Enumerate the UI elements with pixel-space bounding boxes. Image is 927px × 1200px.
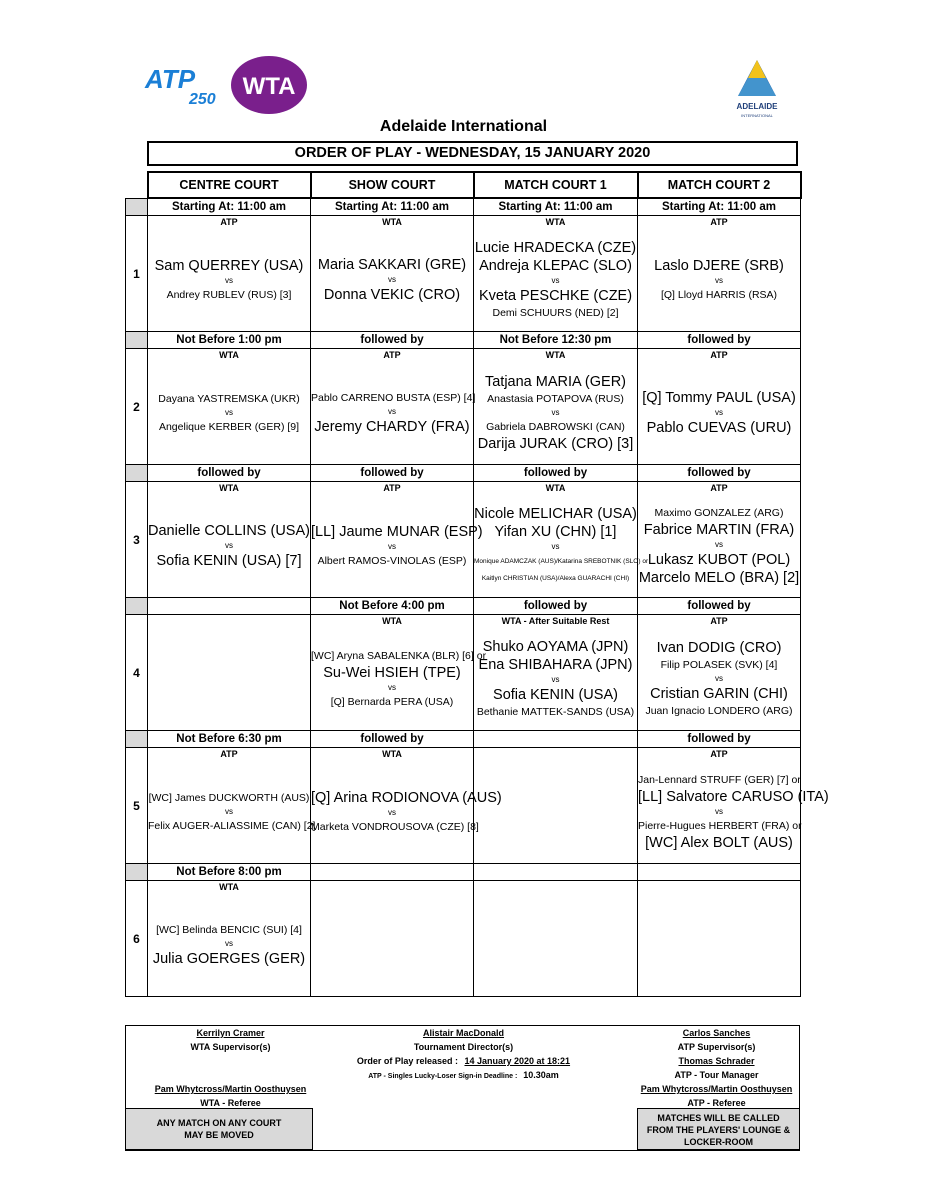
start-time: followed by <box>638 332 801 349</box>
start-time <box>638 864 801 881</box>
tour-label: ATP <box>710 350 728 360</box>
row-shade <box>126 731 148 748</box>
match-cell <box>148 748 316 864</box>
versus-label: vs <box>225 540 233 550</box>
player-name: Sofia KENIN (USA) <box>493 686 618 703</box>
tour-label: ATP <box>710 483 728 493</box>
time-row <box>126 332 801 349</box>
match-cell <box>311 748 502 864</box>
match-cell <box>474 748 638 864</box>
player-name: Pierre-Hugues HERBERT (FRA) or <box>638 819 802 832</box>
match-cell <box>638 216 801 332</box>
player-name: [WC] Alex BOLT (AUS) <box>645 834 793 851</box>
tour-label: ATP <box>710 616 728 626</box>
match-cell <box>311 482 483 598</box>
versus-label: vs <box>225 938 233 948</box>
wta-logo-text: WTA <box>242 73 296 100</box>
start-time <box>474 731 638 748</box>
player-name: Nicole MELICHAR (USA) <box>474 505 637 522</box>
player-name: [WC] Aryna SABALENKA (BLR) [6] or <box>311 649 487 662</box>
versus-label: vs <box>715 407 723 417</box>
tournament-director-role: Tournament Director(s) <box>413 1042 514 1052</box>
start-time <box>474 864 638 881</box>
row-shade <box>126 465 148 482</box>
match-cell <box>474 615 638 731</box>
player-name: Julia GOERGES (GER) <box>152 950 306 967</box>
player-name: Demi SCHUURS (NED) [2] <box>492 306 619 319</box>
tour-label <box>311 881 473 893</box>
atp-supervisor-role: ATP Supervisor(s) <box>677 1042 756 1052</box>
match-cell <box>638 482 801 598</box>
time-row <box>126 731 801 748</box>
time-row <box>126 864 801 881</box>
player-name: Felix AUGER-ALIASSIME (CAN) [2] <box>148 819 316 832</box>
player-name: Danielle COLLINS (USA) <box>148 522 310 539</box>
tour-label: WTA <box>219 882 239 892</box>
player-name: Cristian GARIN (CHI) <box>650 685 788 702</box>
versus-label: vs <box>388 541 396 551</box>
player-name: Laslo DJERE (SRB) <box>654 257 784 274</box>
start-time: followed by <box>638 731 801 748</box>
wta-supervisor-role: WTA Supervisor(s) <box>190 1042 271 1052</box>
player-name: Monique ADAMCZAK (AUS)/Katarina SREBOTNIK (SLO) or <box>474 557 649 565</box>
row-shade <box>126 864 148 881</box>
versus-label: vs <box>715 539 723 549</box>
match-cell <box>638 349 801 465</box>
start-time: Starting At: 11:00 am <box>311 198 474 216</box>
versus-label: vs <box>388 807 396 817</box>
versus-label: vs <box>551 407 560 417</box>
court-header: MATCH COURT 2 <box>638 172 801 198</box>
atp-referee-name: Pam Whytcross/Martin Oosthuysen <box>640 1084 793 1094</box>
player-name: Donna VEKIC (CRO) <box>323 286 461 303</box>
tour-label: ATP <box>220 217 238 227</box>
tournament-officials <box>311 1026 616 1082</box>
released-value: 14 January 2020 at 18:21 <box>464 1056 571 1066</box>
start-time: Not Before 6:30 pm <box>148 731 311 748</box>
tour-label <box>148 615 310 627</box>
tour-label: ATP <box>383 350 401 360</box>
atp-logo-text: ATP <box>145 64 196 94</box>
order-of-play-heading: ORDER OF PLAY - WEDNESDAY, 15 JANUARY 2020 <box>147 141 798 166</box>
player-name: Sofia KENIN (USA) [7] <box>156 552 302 569</box>
player-name: Darija JURAK (CRO) [3] <box>477 435 634 452</box>
tour-label <box>474 881 637 893</box>
match-cell <box>311 216 474 332</box>
player-name: Marcelo MELO (BRA) [2] <box>638 569 800 586</box>
match-row <box>126 482 801 598</box>
player-name: [Q] Arina RODIONOVA (AUS) <box>311 789 502 806</box>
time-row <box>126 465 801 482</box>
match-row <box>126 881 801 997</box>
row-shade <box>126 332 148 349</box>
start-time: Starting At: 11:00 am <box>148 198 311 216</box>
tour-label: WTA <box>545 350 566 360</box>
match-cell <box>474 216 638 332</box>
wta-logo <box>229 55 309 115</box>
player-name: [WC] Belinda BENCIC (SUI) [4] <box>156 923 302 936</box>
atp-supervisor-name: Carlos Sanches <box>682 1028 751 1038</box>
player-name: Pablo CARRENO BUSTA (ESP) [4] <box>311 391 476 404</box>
player-name: Albert RAMOS-VINOLAS (ESP) <box>317 554 467 567</box>
start-time: followed by <box>474 598 638 615</box>
tour-label: ATP <box>220 749 238 759</box>
versus-label: vs <box>225 275 233 285</box>
tour-label: WTA <box>382 217 402 227</box>
tour-label: ATP <box>710 217 728 227</box>
player-name: Gabriela DABROWSKI (CAN) <box>486 420 625 433</box>
start-time: Not Before 1:00 pm <box>148 332 311 349</box>
versus-label: vs <box>225 806 233 816</box>
versus-label: vs <box>551 541 560 551</box>
player-name: Shuko AOYAMA (JPN) <box>482 638 629 655</box>
tour-label: ATP <box>383 483 401 493</box>
match-cell <box>311 349 474 465</box>
adelaide-international-logo <box>730 58 784 120</box>
versus-label: vs <box>551 674 560 684</box>
match-cell <box>148 349 311 465</box>
start-time: followed by <box>474 465 638 482</box>
player-name: Marketa VONDROUSOVA (CZE) [8] <box>311 820 479 833</box>
match-number: 4 <box>126 615 148 731</box>
wta-referee-name: Pam Whytcross/Martin Oosthuysen <box>154 1084 307 1094</box>
player-name: Angelique KERBER (GER) [9] <box>158 420 300 433</box>
tour-label <box>474 748 637 760</box>
player-name: Kveta PESCHKE (CZE) <box>478 287 633 304</box>
time-row <box>126 198 801 216</box>
atp-manager-role: ATP - Tour Manager <box>674 1070 759 1080</box>
atp-referee-role: ATP - Referee <box>687 1098 746 1108</box>
match-cell <box>311 881 474 997</box>
versus-label: vs <box>388 406 396 416</box>
tour-label: WTA <box>382 616 402 626</box>
start-time: followed by <box>311 332 474 349</box>
player-name: Ivan DODIG (CRO) <box>656 639 782 656</box>
tournament-director-name: Alistair MacDonald <box>422 1028 505 1038</box>
player-name: [LL] Salvatore CARUSO (ITA) <box>638 788 829 805</box>
court-header: SHOW COURT <box>311 172 474 198</box>
start-time: followed by <box>638 598 801 615</box>
notice-line: LOCKER-ROOM <box>684 1137 753 1147</box>
atp-manager-name: Thomas Schrader <box>678 1056 755 1066</box>
player-name: Andreja KLEPAC (SLO) <box>479 257 632 274</box>
player-name: Juan Ignacio LONDERO (ARG) <box>645 704 793 717</box>
player-name: Jeremy CHARDY (FRA) <box>314 418 470 435</box>
match-cell <box>148 216 311 332</box>
court-header: MATCH COURT 1 <box>474 172 638 198</box>
match-number: 6 <box>126 881 148 997</box>
match-cell <box>474 349 638 465</box>
table-corner <box>126 172 148 198</box>
released-label: Order of Play released : <box>356 1056 458 1066</box>
start-time <box>148 598 311 615</box>
match-number: 5 <box>126 748 148 864</box>
player-name: Andrey RUBLEV (RUS) [3] <box>166 288 292 301</box>
versus-label: vs <box>225 407 233 417</box>
start-time: Not Before 8:00 pm <box>148 864 311 881</box>
tour-label: WTA <box>545 217 566 227</box>
player-name: Jan-Lennard STRUFF (GER) [7] or <box>638 773 801 786</box>
player-name: Dayana YASTREMSKA (UKR) <box>158 392 300 405</box>
tour-label: WTA <box>219 483 239 493</box>
start-time: followed by <box>311 465 474 482</box>
match-cell <box>638 748 829 864</box>
player-name: [Q] Tommy PAUL (USA) <box>642 389 796 406</box>
page-title: Adelaide International <box>379 118 548 135</box>
player-name: Anastasia POTAPOVA (RUS) <box>487 392 624 405</box>
atp-officials <box>634 1026 799 1110</box>
match-row <box>126 615 801 731</box>
tour-label: WTA <box>545 483 566 493</box>
match-cell <box>311 615 487 731</box>
start-time: Not Before 12:30 pm <box>474 332 638 349</box>
player-name: Kaitlyn CHRISTIAN (USA)/Alexa GUARACHI (CHI) <box>481 574 630 582</box>
tour-label: WTA - After Suitable Rest <box>501 616 610 626</box>
match-cell <box>638 615 801 731</box>
match-cell <box>148 881 311 997</box>
versus-label: vs <box>715 673 723 683</box>
time-row <box>126 598 801 615</box>
player-name: [Q] Lloyd HARRIS (RSA) <box>660 288 778 301</box>
player-name: Filip POLASEK (SVK) [4] <box>660 658 778 671</box>
start-time: Starting At: 11:00 am <box>474 198 638 216</box>
call-location-notice <box>637 1108 800 1150</box>
notice-line: ANY MATCH ON ANY COURT <box>156 1118 282 1128</box>
player-name: Maximo GONZALEZ (ARG) <box>654 506 784 519</box>
player-name: [Q] Bernarda PERA (USA) <box>330 695 454 708</box>
versus-label: vs <box>715 806 723 816</box>
start-time: followed by <box>311 731 474 748</box>
notice-line: MAY BE MOVED <box>184 1130 254 1140</box>
versus-label: vs <box>388 682 396 692</box>
player-name: Bethanie MATTEK-SANDS (USA) <box>476 705 635 718</box>
player-name: Sam QUERREY (USA) <box>154 257 304 274</box>
wta-officials <box>148 1026 313 1110</box>
row-shade <box>126 198 148 216</box>
match-cell <box>638 881 801 997</box>
player-name: Pablo CUEVAS (URU) <box>646 419 792 436</box>
deadline-label: ATP - Singles Lucky-Loser Sign-in Deadline : <box>368 1073 518 1080</box>
order-of-play-table <box>125 171 829 997</box>
player-name: Lucie HRADECKA (CZE) <box>474 239 637 256</box>
player-name: Ena SHIBAHARA (JPN) <box>478 656 633 673</box>
atp-logo-250: 250 <box>189 91 216 108</box>
match-cell <box>474 881 638 997</box>
court-change-notice <box>125 1108 313 1150</box>
start-time: followed by <box>148 465 311 482</box>
versus-label: vs <box>551 275 560 285</box>
notice-line: MATCHES WILL BE CALLED <box>657 1113 780 1123</box>
player-name: [LL] Jaume MUNAR (ESP) <box>311 523 483 540</box>
court-header: CENTRE COURT <box>148 172 311 198</box>
start-time: Starting At: 11:00 am <box>638 198 801 216</box>
player-name: Fabrice MARTIN (FRA) <box>643 521 795 538</box>
player-name: Lukasz KUBOT (POL) <box>647 551 791 568</box>
match-cell <box>148 482 311 598</box>
player-name: Tatjana MARIA (GER) <box>484 373 626 390</box>
match-row <box>126 349 801 465</box>
match-row <box>126 216 801 332</box>
match-cell <box>474 482 649 598</box>
match-number: 2 <box>126 349 148 465</box>
tour-label: ATP <box>710 749 728 759</box>
match-row <box>126 748 801 864</box>
start-time <box>311 864 474 881</box>
match-number: 3 <box>126 482 148 598</box>
match-cell <box>148 615 311 731</box>
tour-label: WTA <box>219 350 239 360</box>
player-name: Su-Wei HSIEH (TPE) <box>323 664 461 681</box>
match-number: 1 <box>126 216 148 332</box>
adelaide-logo-text: ADELAIDE <box>736 102 778 111</box>
player-name: Yifan XU (CHN) [1] <box>494 523 617 540</box>
start-time: Not Before 4:00 pm <box>311 598 474 615</box>
tour-label <box>638 881 800 893</box>
notice-line: FROM THE PLAYERS' LOUNGE & <box>646 1125 791 1135</box>
wta-referee-role: WTA - Referee <box>200 1098 261 1108</box>
versus-label: vs <box>388 274 396 284</box>
atp-250-logo <box>143 62 225 106</box>
player-name: [WC] James DUCKWORTH (AUS) <box>148 791 310 804</box>
start-time: followed by <box>638 465 801 482</box>
tour-label: WTA <box>382 749 402 759</box>
adelaide-logo-sub: INTERNATIONAL <box>741 113 773 118</box>
wta-supervisor-name: Kerrilyn Cramer <box>196 1028 265 1038</box>
deadline-value: 10.30am <box>523 1070 559 1080</box>
player-name: Maria SAKKARI (GRE) <box>317 256 467 273</box>
versus-label: vs <box>715 275 723 285</box>
row-shade <box>126 598 148 615</box>
